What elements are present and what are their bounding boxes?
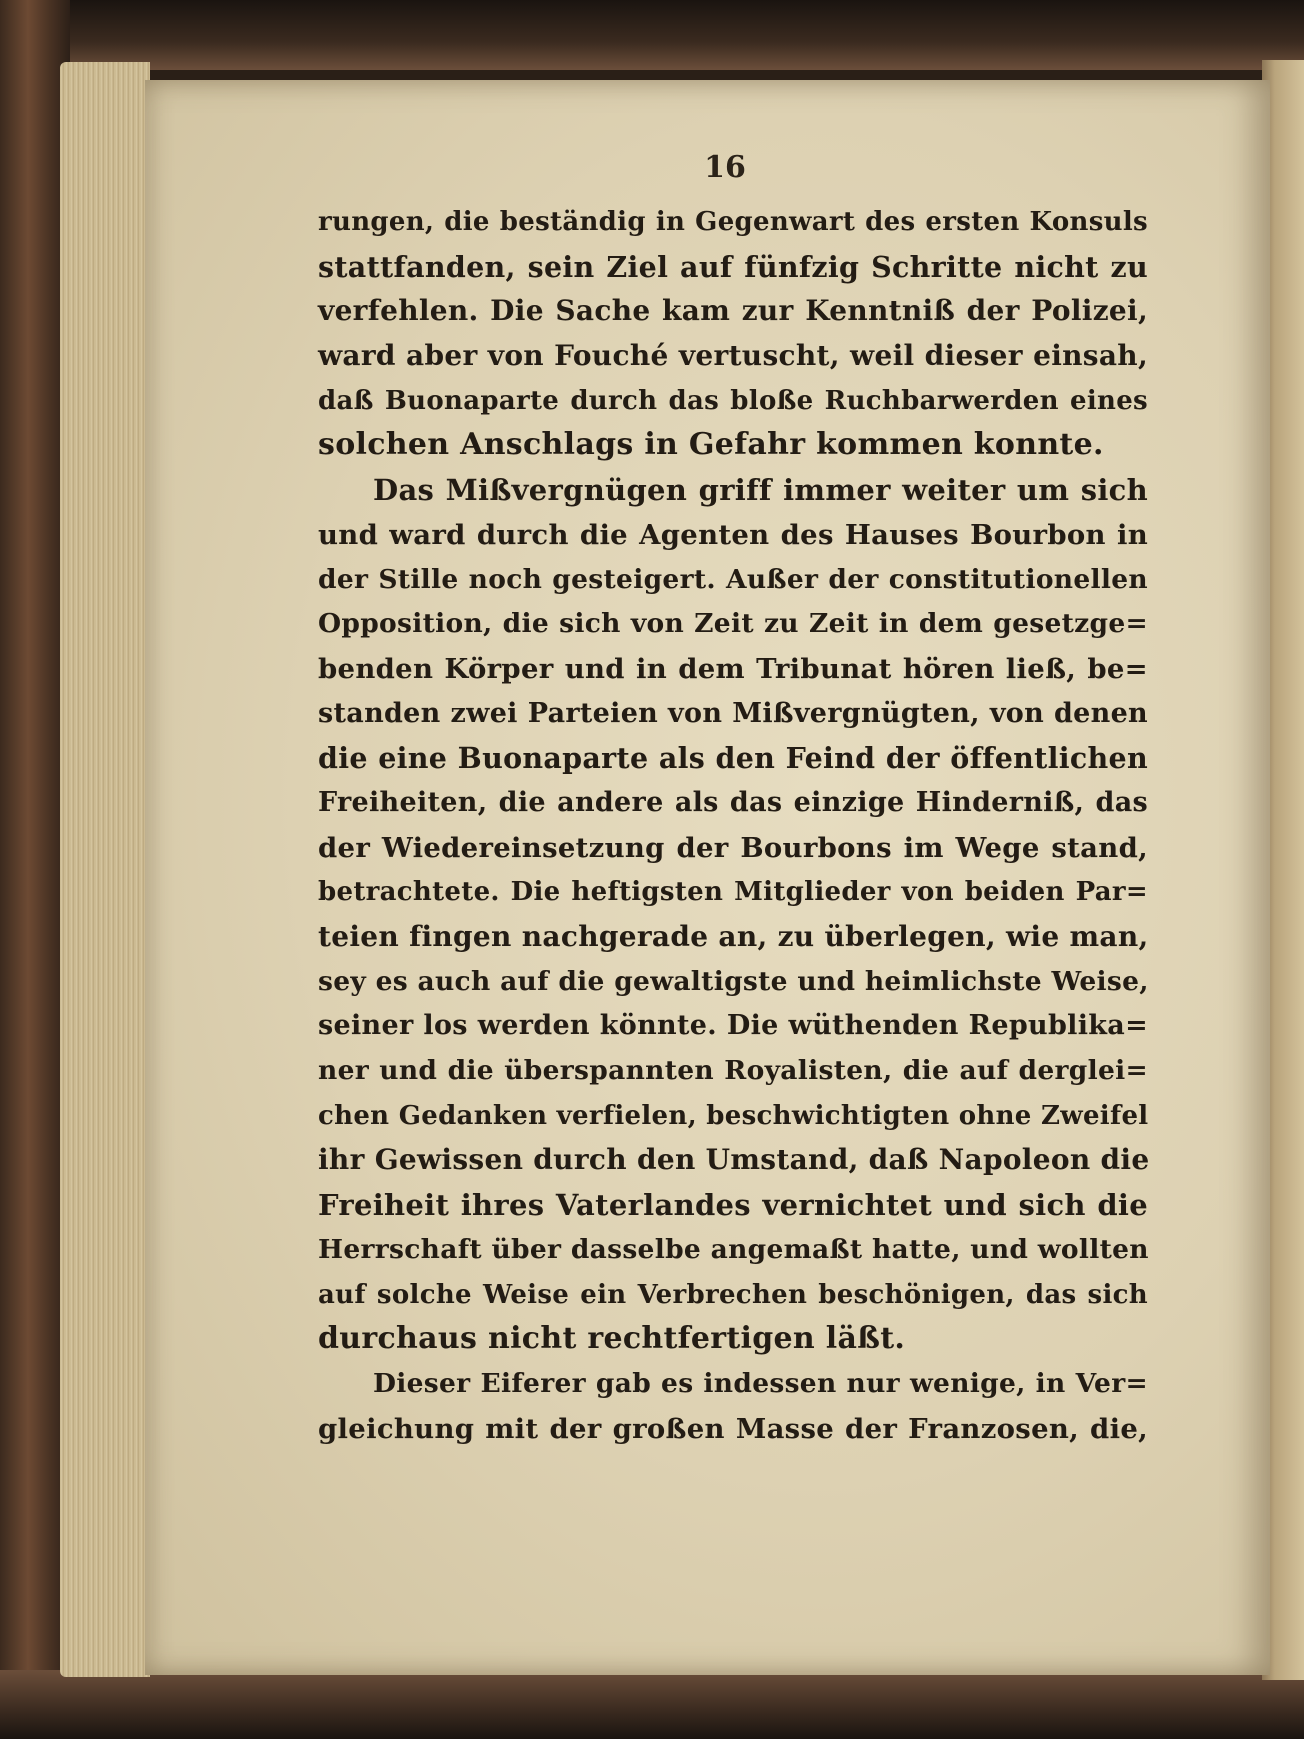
page-text (318, 200, 1148, 1451)
text-line: betrachtete. Die heftigsten Mitglieder von beiden Par= (318, 877, 1148, 908)
text-line: Freiheit ihres Vaterlandes vernichtet und sich die (318, 1188, 1148, 1223)
text-line: die eine Buonaparte als den Feind der öffentlichen (318, 741, 1148, 776)
text-line: der Stille noch gesteigert. Außer der constitutionellen (318, 563, 1148, 595)
text-line: und ward durch die Agenten des Hauses Bourbon in (318, 518, 1148, 551)
text-line: Herrschaft über dasselbe angemaßt hatte, und wollten (318, 1233, 1149, 1265)
text-line: solchen Anschlags in Gefahr kommen konnte. (318, 427, 1104, 463)
text-line: Das Mißvergnügen griff immer weiter um sich (373, 473, 1148, 508)
page-edges (60, 62, 150, 1677)
text-line: Freiheiten, die andere als das einzige Hinderniß, das (318, 786, 1148, 818)
text-line: daß Buonaparte durch das bloße Ruchbarwerden eines (318, 385, 1148, 416)
text-line: Dieser Eiferer gab es indessen nur wenige, in Ver= (373, 1367, 1148, 1399)
text-line: rungen, die beständig in Gegenwart des ersten Konsuls (318, 207, 1148, 237)
book-cover-top (0, 0, 1304, 70)
text-line: seiner los werden könnte. Die wüthenden Republika= (318, 1010, 1148, 1042)
text-line: ihr Gewissen durch den Umstand, daß Napoleon die (318, 1143, 1150, 1177)
text-line: standen zwei Parteien von Mißvergnügten, von denen (318, 697, 1148, 729)
text-line: ner und die überspannten Royalisten, die auf derglei= (318, 1055, 1148, 1087)
text-line: Opposition, die sich von Zeit zu Zeit in dem gesetzge= (318, 608, 1148, 640)
text-line: ward aber von Fouché vertuscht, weil dieser einsah, (318, 339, 1148, 373)
text-line: chen Gedanken verfielen, beschwichtigten ohne Zweifel (318, 1100, 1149, 1131)
text-line: sey es auch auf die gewaltigste und heimlichste Weise, (318, 965, 1149, 997)
text-line: auf solche Weise ein Verbrechen beschönigen, das sich (318, 1279, 1148, 1310)
text-line: der Wiedereinsetzung der Bourbons im Wege stand, (318, 831, 1148, 864)
text-line: verfehlen. Die Sache kam zur Kenntniß der Polizei, (318, 294, 1148, 328)
book-cover-bottom (0, 1670, 1304, 1739)
text-line: benden Körper und in dem Tribunat hören ließ, be= (318, 652, 1148, 685)
text-line: durchaus nicht rechtfertigen läßt. (318, 1321, 906, 1357)
text-line: gleichung mit der großen Masse der Franzosen, die, (318, 1412, 1148, 1445)
text-line: stattfanden, sein Ziel auf fünfzig Schritte nicht zu (318, 249, 1148, 284)
page-number: 16 (704, 150, 746, 185)
text-line: teien fingen nachgerade an, zu überlegen, wie man, (318, 920, 1149, 953)
